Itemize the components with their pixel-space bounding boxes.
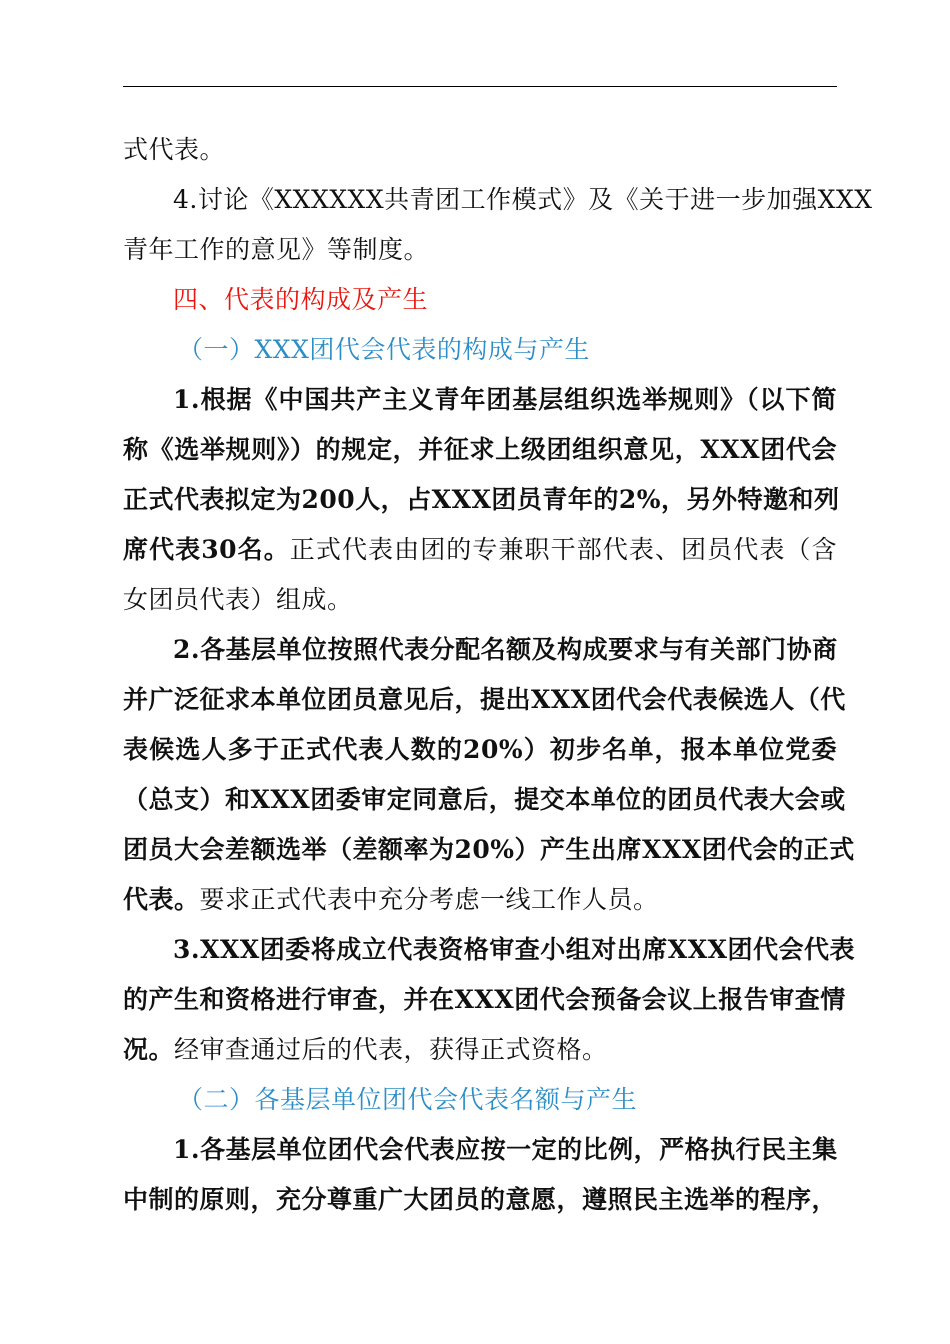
- text-line: 女团员代表）组成。: [123, 585, 353, 614]
- text-line: 式代表。: [123, 135, 226, 164]
- text-line: [123, 885, 837, 915]
- text-line: [123, 535, 837, 565]
- regular-text: 经审查通过后的代表，获得正式资格。: [174, 1035, 608, 1064]
- regular-text: 正式代表由团的专兼职干部代表、团员代表（含: [289, 535, 837, 564]
- regular-text: 3.: [173, 935, 201, 964]
- text-line: 1.根据《中国共产主义青年团基层组织选举规则》（以下简: [173, 385, 837, 414]
- text-line: 称《选举规则》）的规定，并征求上级团组织意见，XXX团代会: [123, 435, 837, 464]
- bold-text: XXX团委将成立代表资格审查小组对出席XXX团代会代表: [200, 935, 855, 964]
- text-line: 的产生和资格进行审查，并在XXX团代会预备会议上报告审查情: [123, 985, 846, 1014]
- text-line: 表候选人多于正式代表人数的20%）初步名单，报本单位党委: [123, 735, 837, 764]
- bold-text: 席代表30名。: [123, 535, 290, 564]
- section-heading: 四、代表的构成及产生: [173, 285, 429, 314]
- regular-text: 要求正式代表中充分考虑一线工作人员。: [199, 885, 659, 914]
- text-line: 中制的原则，充分尊重广大团员的意愿，遵照民主选举的程序，: [123, 1185, 838, 1214]
- text-line: 青年工作的意见》等制度。: [123, 235, 430, 264]
- text-line: 正式代表拟定为200人，占XXX团员青年的2%，另外特邀和列: [123, 485, 840, 514]
- subsection-heading: （二）各基层单位团代会代表名额与产生: [178, 1085, 638, 1114]
- bold-text: 况。: [123, 1035, 175, 1064]
- text-line: 团员大会差额选举（差额率为20%）产生出席XXX团代会的正式: [123, 835, 855, 864]
- bold-text: 代表。: [123, 885, 200, 914]
- text-line: 2.各基层单位按照代表分配名额及构成要求与有关部门协商: [173, 635, 838, 664]
- text-line: （总支）和XXX团委审定同意后，提交本单位的团员代表大会或: [123, 785, 846, 814]
- subsection-heading: （一）XXX团代会代表的构成与产生: [178, 335, 590, 364]
- header-rule: [123, 86, 837, 87]
- text-line: 并广泛征求本单位团员意见后，提出XXX团代会代表候选人（代: [123, 685, 846, 714]
- text-line: 1.各基层单位团代会代表应按一定的比例，严格执行民主集: [173, 1135, 838, 1164]
- text-line: [123, 1035, 837, 1065]
- text-line: [173, 935, 855, 965]
- text-line: 4.讨论《XXXXXX共青团工作模式》及《关于进一步加强XXX: [173, 185, 873, 214]
